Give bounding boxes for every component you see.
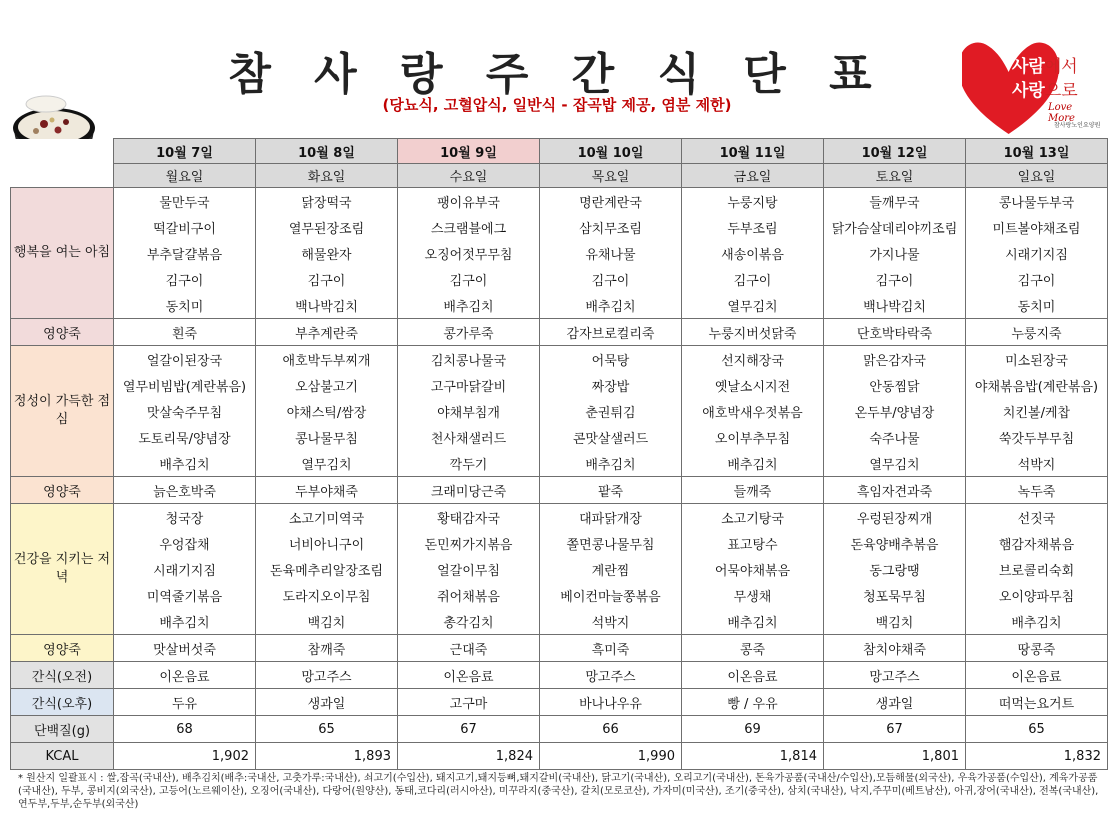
dinner-dish: 석박지: [540, 608, 682, 635]
snack-am-value: 이온음료: [682, 662, 824, 689]
dinner-dish: 어묵야채볶음: [682, 556, 824, 582]
snack-am-value: 이온음료: [398, 662, 540, 689]
day-of-week-header: 화요일: [256, 164, 398, 188]
breakfast-dish: 닭가슴살데리야끼조림: [824, 214, 966, 240]
breakfast-dish: 팽이유부국: [398, 188, 540, 215]
breakfast-label: 행복을 여는 아침: [11, 188, 114, 319]
lunch-dish: 콩나물무침: [256, 424, 398, 450]
lunch-porridge-label: 영양죽: [11, 477, 114, 504]
lunch-dish: 야채스틱/쌈장: [256, 398, 398, 424]
breakfast-porridge-value: 콩가루죽: [398, 319, 540, 346]
snack-am-value: 망고주스: [540, 662, 682, 689]
logo-tagline: Love More: [1048, 102, 1075, 124]
dinner-dish: 황태감자국: [398, 504, 540, 531]
lunch-dish: 배추김치: [114, 450, 256, 477]
dinner-dish: 브로콜리숙회: [966, 556, 1108, 582]
dinner-dish: 돈육양배추볶음: [824, 530, 966, 556]
day-date-header: 10월 10일: [540, 139, 682, 164]
lunch-porridge-value: 녹두죽: [966, 477, 1108, 504]
lunch-dish: 김치콩나물국: [398, 346, 540, 373]
breakfast-dish: 가지나물: [824, 240, 966, 266]
dinner-label: 건강을 지키는 저녁: [11, 504, 114, 635]
lunch-dish: 애호박새우젓볶음: [682, 398, 824, 424]
dinner-dish: 도라지오이무침: [256, 582, 398, 608]
day-date-header: 10월 13일: [966, 139, 1108, 164]
snack-am-label: 간식(오전): [11, 662, 114, 689]
breakfast-dish: 김구이: [398, 266, 540, 292]
lunch-dish: 석박지: [966, 450, 1108, 477]
breakfast-dish: 김구이: [682, 266, 824, 292]
breakfast-dish: 김구이: [824, 266, 966, 292]
snack-pm-value: 고구마: [398, 689, 540, 716]
breakfast-dish: 삼치무조림: [540, 214, 682, 240]
dinner-porridge-value: 근대죽: [398, 635, 540, 662]
lunch-porridge-value: 흑임자견과죽: [824, 477, 966, 504]
dinner-dish: 돈육메추리알장조림: [256, 556, 398, 582]
snack-pm-value: 두유: [114, 689, 256, 716]
breakfast-dish: 김구이: [966, 266, 1108, 292]
lunch-dish: 짜장밥: [540, 372, 682, 398]
lunch-dish: 미소된장국: [966, 346, 1108, 373]
breakfast-dish: 두부조림: [682, 214, 824, 240]
breakfast-dish: 김구이: [114, 266, 256, 292]
protein-value: 69: [682, 716, 824, 743]
day-date-header: 10월 11일: [682, 139, 824, 164]
lunch-dish: 야채부침개: [398, 398, 540, 424]
breakfast-dish: 명란계란국: [540, 188, 682, 215]
snack-pm-value: 생과일: [824, 689, 966, 716]
lunch-porridge-value: 크래미당근죽: [398, 477, 540, 504]
day-date-header: 10월 8일: [256, 139, 398, 164]
lunch-dish: 열무김치: [824, 450, 966, 477]
day-of-week-header: 월요일: [114, 164, 256, 188]
dinner-dish: 배추김치: [114, 608, 256, 635]
lunch-dish: 오삼불고기: [256, 372, 398, 398]
kcal-value: 1,832: [966, 743, 1108, 770]
breakfast-dish: 유채나물: [540, 240, 682, 266]
lunch-porridge-value: 들깨죽: [682, 477, 824, 504]
day-date-header: 10월 12일: [824, 139, 966, 164]
breakfast-dish: 열무된장조림: [256, 214, 398, 240]
breakfast-dish: 닭장떡국: [256, 188, 398, 215]
lunch-dish: 천사채샐러드: [398, 424, 540, 450]
dinner-porridge-value: 땅콩죽: [966, 635, 1108, 662]
day-of-week-header: 금요일: [682, 164, 824, 188]
dinner-dish: 우렁된장찌개: [824, 504, 966, 531]
protein-value: 67: [398, 716, 540, 743]
lunch-dish: 치킨볼/케찹: [966, 398, 1108, 424]
snack-am-value: 망고주스: [824, 662, 966, 689]
breakfast-dish: 배추김치: [540, 292, 682, 319]
breakfast-dish: 들깨무국: [824, 188, 966, 215]
dinner-dish: 대파닭개장: [540, 504, 682, 531]
page-subtitle: (당뇨식, 고혈압식, 일반식 - 잡곡밥 제공, 염분 제한): [382, 96, 732, 114]
protein-value: 67: [824, 716, 966, 743]
day-of-week-header: 수요일: [398, 164, 540, 188]
lunch-dish: 어묵탕: [540, 346, 682, 373]
snack-pm-value: 바나나우유: [540, 689, 682, 716]
lunch-porridge-value: 늙은호박죽: [114, 477, 256, 504]
dinner-dish: 미역줄기볶음: [114, 582, 256, 608]
breakfast-dish: 시래기지짐: [966, 240, 1108, 266]
breakfast-dish: 배추김치: [398, 292, 540, 319]
dinner-porridge-label: 영양죽: [11, 635, 114, 662]
dinner-dish: 무생채: [682, 582, 824, 608]
dinner-dish: 얼갈이무침: [398, 556, 540, 582]
breakfast-porridge-value: 단호박타락죽: [824, 319, 966, 346]
protein-value: 66: [540, 716, 682, 743]
lunch-dish: 열무김치: [256, 450, 398, 477]
breakfast-dish: 김구이: [540, 266, 682, 292]
kcal-value: 1,902: [114, 743, 256, 770]
lunch-dish: 맑은감자국: [824, 346, 966, 373]
dinner-dish: 청국장: [114, 504, 256, 531]
breakfast-dish: 부추달걀볶음: [114, 240, 256, 266]
breakfast-dish: 콩나물두부국: [966, 188, 1108, 215]
dinner-porridge-value: 참깨죽: [256, 635, 398, 662]
logo-text-1b: 에서: [1044, 57, 1078, 77]
protein-value: 65: [256, 716, 398, 743]
lunch-dish: 콘맛살샐러드: [540, 424, 682, 450]
logo-text-1a: 사람: [1012, 57, 1045, 77]
breakfast-dish: 누룽지탕: [682, 188, 824, 215]
breakfast-dish: 미트볼야채조림: [966, 214, 1108, 240]
protein-label: 단백질(g): [11, 716, 114, 743]
lunch-dish: 안동찜닭: [824, 372, 966, 398]
breakfast-porridge-value: 감자브로컬리죽: [540, 319, 682, 346]
lunch-dish: 쑥갓두부무침: [966, 424, 1108, 450]
breakfast-dish: 백나박김치: [256, 292, 398, 319]
breakfast-porridge-value: 누룽지죽: [966, 319, 1108, 346]
page-title: 참 사 랑 주 간 식 단 표: [228, 49, 886, 100]
kcal-value: 1,814: [682, 743, 824, 770]
lunch-dish: 야채볶음밥(계란볶음): [966, 372, 1108, 398]
breakfast-dish: 열무김치: [682, 292, 824, 319]
lunch-dish: 숙주나물: [824, 424, 966, 450]
dinner-dish: 청포묵무침: [824, 582, 966, 608]
kcal-value: 1,801: [824, 743, 966, 770]
day-of-week-header: 목요일: [540, 164, 682, 188]
menu-table: [10, 138, 1108, 770]
day-of-week-header: 토요일: [824, 164, 966, 188]
dinner-dish: 소고기미역국: [256, 504, 398, 531]
brand-logo: [962, 38, 1102, 138]
lunch-dish: 춘권튀김: [540, 398, 682, 424]
lunch-porridge-value: 팥죽: [540, 477, 682, 504]
dinner-dish: 돈민찌가지볶음: [398, 530, 540, 556]
snack-pm-value: 빵 / 우유: [682, 689, 824, 716]
dinner-dish: 총각김치: [398, 608, 540, 635]
dinner-dish: 우엉잡채: [114, 530, 256, 556]
breakfast-dish: 동치미: [966, 292, 1108, 319]
breakfast-dish: 오징어젓무무침: [398, 240, 540, 266]
dinner-dish: 배추김치: [966, 608, 1108, 635]
snack-am-value: 이온음료: [114, 662, 256, 689]
breakfast-dish: 백나박김치: [824, 292, 966, 319]
origin-footnote: * 원산지 일괄표시 : 쌀,잡곡(국내산), 배추김치(배추:국내산, 고춧가루:국내산), 쇠고기(수입산), 돼지고기,돼지등뼈,돼지갈비(국내산), 닭고기(국내산), 오리고기(국내산), 돈육가공품(국내산/수입산),모듬해물(외국산), 우육가공품(수입산), 계육가공품(국내산), 두부, 콩비지(외국산), 고등어(노르웨이산), 오징어(국내산), 다랑어(원양산), 동태,코다리(러시아산), 미꾸라지(중국산), 갈치(모로코산), 가자미(미국산), 조기(중국산), 삼치(국내산), 낙지,주꾸미(베트남산), 아귀,장어(국내산), 전복(국내산),연두부,두부,순두부(외국산): [18, 773, 1099, 810]
lunch-porridge-value: 두부야채죽: [256, 477, 398, 504]
breakfast-porridge-label: 영양죽: [11, 319, 114, 346]
dinner-dish: 쫄면콩나물무침: [540, 530, 682, 556]
dinner-dish: 동그랑땡: [824, 556, 966, 582]
dinner-dish: 백김치: [824, 608, 966, 635]
lunch-dish: 깍두기: [398, 450, 540, 477]
snack-pm-label: 간식(오후): [11, 689, 114, 716]
lunch-dish: 고구마닭갈비: [398, 372, 540, 398]
dinner-dish: 소고기탕국: [682, 504, 824, 531]
dinner-porridge-value: 흑미죽: [540, 635, 682, 662]
logo-org: 참사랑노인요양원: [1054, 122, 1101, 129]
dinner-porridge-value: 맛살버섯죽: [114, 635, 256, 662]
protein-value: 68: [114, 716, 256, 743]
lunch-dish: 선지해장국: [682, 346, 824, 373]
dinner-porridge-value: 콩죽: [682, 635, 824, 662]
day-date-header: 10월 7일: [114, 139, 256, 164]
breakfast-dish: 김구이: [256, 266, 398, 292]
lunch-dish: 도토리묵/양념장: [114, 424, 256, 450]
breakfast-dish: 물만두국: [114, 188, 256, 215]
dinner-dish: 선짓국: [966, 504, 1108, 531]
corner-cell: [11, 139, 114, 164]
protein-value: 65: [966, 716, 1108, 743]
dinner-dish: 백김치: [256, 608, 398, 635]
lunch-dish: 얼갈이된장국: [114, 346, 256, 373]
kcal-value: 1,824: [398, 743, 540, 770]
lunch-dish: 오이부추무침: [682, 424, 824, 450]
lunch-label: 정성이 가득한 점심: [11, 346, 114, 477]
dinner-dish: 계란찜: [540, 556, 682, 582]
day-date-header: 10월 9일: [398, 139, 540, 164]
breakfast-porridge-value: 부추계란죽: [256, 319, 398, 346]
lunch-dish: 애호박두부찌개: [256, 346, 398, 373]
dinner-dish: 너비아니구이: [256, 530, 398, 556]
lunch-dish: 옛날소시지전: [682, 372, 824, 398]
dinner-dish: 베이컨마늘쫑볶음: [540, 582, 682, 608]
logo-text-2b: 으로: [1044, 81, 1078, 101]
day-of-week-header: 일요일: [966, 164, 1108, 188]
dinner-dish: 배추김치: [682, 608, 824, 635]
corner-cell: [11, 164, 114, 188]
breakfast-dish: 해물완자: [256, 240, 398, 266]
lunch-dish: 온두부/양념장: [824, 398, 966, 424]
breakfast-dish: 동치미: [114, 292, 256, 319]
dinner-dish: 쥐어채볶음: [398, 582, 540, 608]
dinner-porridge-value: 참치야채죽: [824, 635, 966, 662]
breakfast-dish: 떡갈비구이: [114, 214, 256, 240]
lunch-dish: 배추김치: [540, 450, 682, 477]
logo-text-2a: 사랑: [1012, 81, 1045, 101]
dinner-dish: 햄감자채볶음: [966, 530, 1108, 556]
kcal-value: 1,893: [256, 743, 398, 770]
lunch-dish: 열무비빔밥(계란볶음): [114, 372, 256, 398]
lunch-dish: 맛살숙주무침: [114, 398, 256, 424]
snack-am-value: 망고주스: [256, 662, 398, 689]
breakfast-porridge-value: 누룽지버섯닭죽: [682, 319, 824, 346]
breakfast-dish: 새송이볶음: [682, 240, 824, 266]
kcal-value: 1,990: [540, 743, 682, 770]
dinner-dish: 시래기지짐: [114, 556, 256, 582]
breakfast-porridge-value: 흰죽: [114, 319, 256, 346]
kcal-label: KCAL: [11, 743, 114, 770]
dinner-dish: 오이양파무침: [966, 582, 1108, 608]
breakfast-dish: 스크램블에그: [398, 214, 540, 240]
snack-pm-value: 떠먹는요거트: [966, 689, 1108, 716]
lunch-dish: 배추김치: [682, 450, 824, 477]
snack-am-value: 이온음료: [966, 662, 1108, 689]
dinner-dish: 표고탕수: [682, 530, 824, 556]
snack-pm-value: 생과일: [256, 689, 398, 716]
